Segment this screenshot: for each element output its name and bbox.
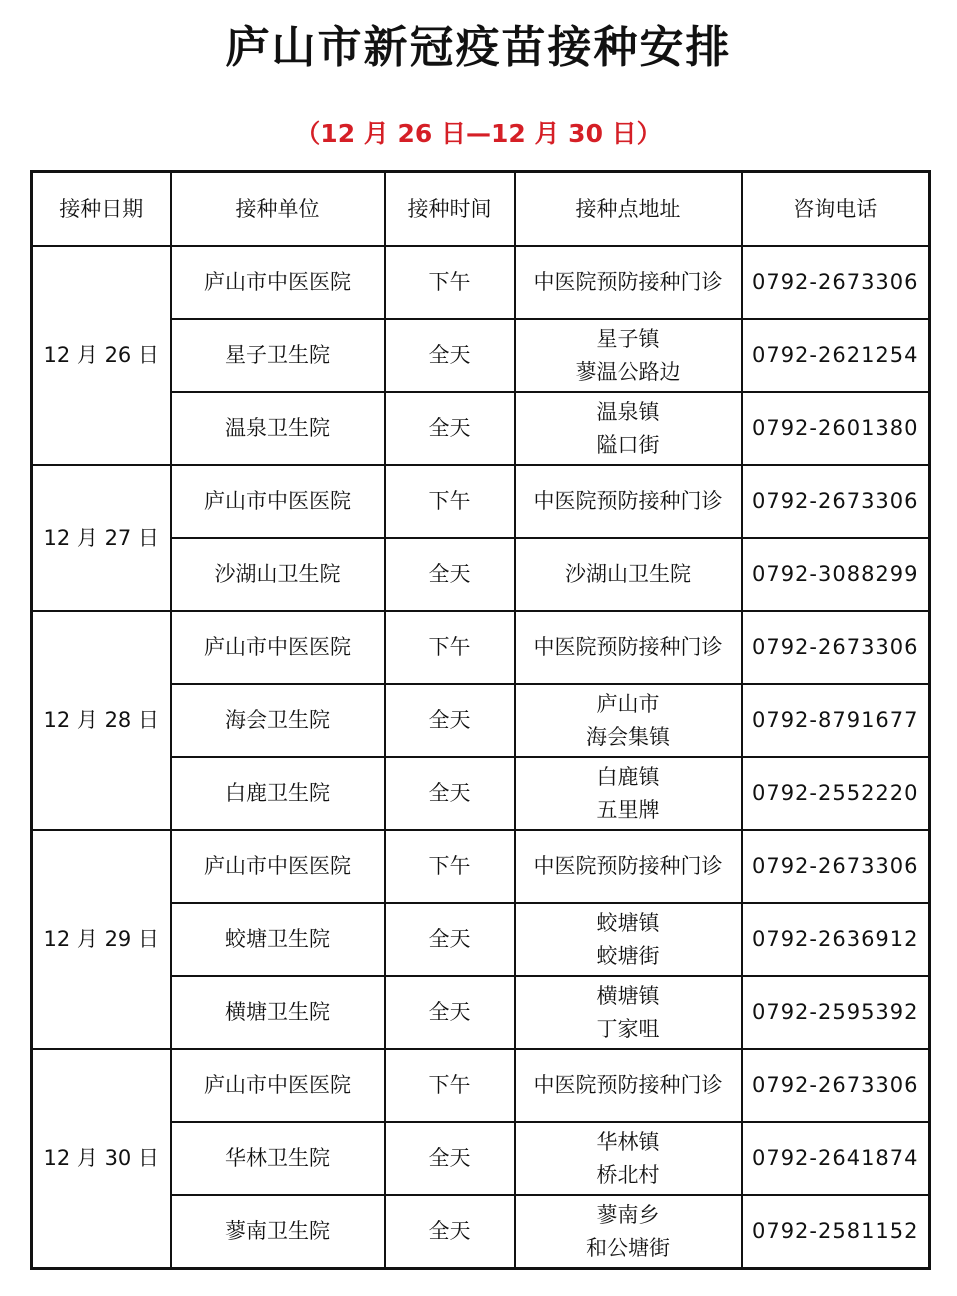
time-cell: 下午 — [385, 611, 515, 684]
address-line: 蓼南乡 — [596, 1202, 660, 1227]
date-cell: 12 月 26 日 — [32, 246, 171, 465]
phone-cell: 0792-2636912 — [742, 903, 930, 976]
address-line: 蛟塘街 — [596, 943, 660, 968]
address-cell — [515, 684, 742, 757]
page-title: 庐山市新冠疫苗接种安排 — [225, 22, 732, 73]
header-address: 接种点地址 — [515, 172, 742, 247]
address-line: 桥北村 — [596, 1162, 660, 1187]
address-cell — [515, 465, 742, 538]
time-cell: 全天 — [385, 538, 515, 611]
header-phone: 咨询电话 — [742, 172, 930, 247]
address-cell — [515, 611, 742, 684]
phone-cell: 0792-2581152 — [742, 1195, 930, 1269]
date-cell: 12 月 27 日 — [32, 465, 171, 611]
unit-cell: 星子卫生院 — [171, 319, 385, 392]
unit-cell: 蛟塘卫生院 — [171, 903, 385, 976]
address-line: 星子镇 — [596, 326, 660, 351]
time-cell: 全天 — [385, 1122, 515, 1195]
unit-cell: 华林卫生院 — [171, 1122, 385, 1195]
time-cell: 全天 — [385, 319, 515, 392]
address-line: 海会集镇 — [586, 724, 670, 749]
unit-cell: 庐山市中医医院 — [171, 1049, 385, 1122]
unit-cell: 蓼南卫生院 — [171, 1195, 385, 1269]
address-cell — [515, 538, 742, 611]
address-line: 中医院预防接种门诊 — [533, 1073, 723, 1097]
address-line: 沙湖山卫生院 — [565, 562, 691, 586]
address-line: 华林镇 — [596, 1129, 660, 1154]
table-header-row — [32, 172, 930, 247]
address-cell — [515, 757, 742, 830]
phone-cell: 0792-2673306 — [742, 1049, 930, 1122]
address-cell — [515, 1049, 742, 1122]
address-line: 中医院预防接种门诊 — [533, 489, 723, 513]
address-cell — [515, 976, 742, 1049]
table-row — [32, 465, 930, 538]
time-cell: 全天 — [385, 903, 515, 976]
phone-cell: 0792-2641874 — [742, 1122, 930, 1195]
table-body — [32, 246, 930, 1269]
address-line: 蛟塘镇 — [596, 910, 660, 935]
address-line: 中医院预防接种门诊 — [533, 270, 723, 294]
address-line: 隘口街 — [596, 432, 660, 457]
date-cell: 12 月 28 日 — [32, 611, 171, 830]
phone-cell: 0792-2621254 — [742, 319, 930, 392]
address-cell — [515, 903, 742, 976]
address-cell — [515, 392, 742, 465]
time-cell: 下午 — [385, 246, 515, 319]
unit-cell: 沙湖山卫生院 — [171, 538, 385, 611]
date-range-subtitle: （12 月 26 日—12 月 30 日） — [295, 119, 662, 148]
phone-cell: 0792-2673306 — [742, 611, 930, 684]
unit-cell: 庐山市中医医院 — [171, 830, 385, 903]
phone-cell: 0792-8791677 — [742, 684, 930, 757]
unit-cell: 庐山市中医医院 — [171, 611, 385, 684]
table-row — [32, 1049, 930, 1122]
time-cell: 全天 — [385, 757, 515, 830]
time-cell: 下午 — [385, 465, 515, 538]
address-line: 五里牌 — [596, 797, 660, 822]
phone-cell: 0792-2601380 — [742, 392, 930, 465]
address-line: 横塘镇 — [596, 983, 660, 1008]
time-cell: 下午 — [385, 830, 515, 903]
phone-cell: 0792-2673306 — [742, 465, 930, 538]
header-date: 接种日期 — [32, 172, 171, 247]
table-row — [32, 830, 930, 903]
phone-cell: 0792-2595392 — [742, 976, 930, 1049]
time-cell: 全天 — [385, 1195, 515, 1269]
address-line: 温泉镇 — [596, 399, 660, 424]
address-line: 白鹿镇 — [596, 764, 660, 789]
address-line: 中医院预防接种门诊 — [533, 635, 723, 659]
header-unit: 接种单位 — [171, 172, 385, 247]
phone-cell: 0792-3088299 — [742, 538, 930, 611]
address-line: 庐山市 — [596, 691, 660, 716]
time-cell: 全天 — [385, 392, 515, 465]
unit-cell: 庐山市中医医院 — [171, 465, 385, 538]
vaccination-schedule-table — [30, 170, 931, 1270]
phone-cell: 0792-2673306 — [742, 246, 930, 319]
phone-cell: 0792-2552220 — [742, 757, 930, 830]
address-cell — [515, 1195, 742, 1269]
header-time: 接种时间 — [385, 172, 515, 247]
table-row — [32, 246, 930, 319]
address-cell — [515, 246, 742, 319]
date-cell: 12 月 29 日 — [32, 830, 171, 1049]
address-cell — [515, 1122, 742, 1195]
unit-cell: 温泉卫生院 — [171, 392, 385, 465]
time-cell: 全天 — [385, 684, 515, 757]
address-line: 丁家咀 — [596, 1016, 660, 1041]
unit-cell: 海会卫生院 — [171, 684, 385, 757]
unit-cell: 白鹿卫生院 — [171, 757, 385, 830]
time-cell: 下午 — [385, 1049, 515, 1122]
address-line: 中医院预防接种门诊 — [533, 854, 723, 878]
date-cell: 12 月 30 日 — [32, 1049, 171, 1269]
unit-cell: 庐山市中医医院 — [171, 246, 385, 319]
phone-cell: 0792-2673306 — [742, 830, 930, 903]
time-cell: 全天 — [385, 976, 515, 1049]
table-row — [32, 611, 930, 684]
address-cell — [515, 319, 742, 392]
address-line: 和公塘街 — [586, 1235, 670, 1260]
address-line: 蓼温公路边 — [575, 359, 681, 384]
address-cell — [515, 830, 742, 903]
unit-cell: 横塘卫生院 — [171, 976, 385, 1049]
